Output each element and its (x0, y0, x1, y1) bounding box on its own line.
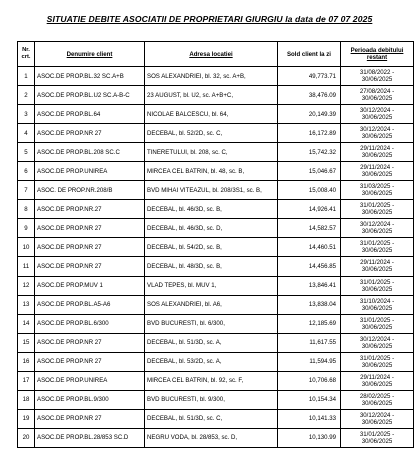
cell-sold: 14,456.85 (278, 257, 341, 276)
perioada-start: 30/12/2024 - (359, 411, 395, 419)
table-row (18, 295, 414, 314)
perioada-end: 30/06/2025 (361, 171, 393, 179)
cell-client: ASOC.DE PROP.NR 27 (35, 238, 145, 257)
perioada-end: 30/06/2025 (361, 190, 393, 198)
table-row (18, 67, 414, 86)
cell-adresa: BVD BUCURESTI, bl. 9/300, (145, 390, 278, 409)
cell-sold: 15,008.40 (278, 181, 341, 200)
cell-perioada (341, 295, 414, 314)
cell-perioada (341, 143, 414, 162)
table-row (18, 162, 414, 181)
perioada-end: 30/06/2025 (361, 304, 393, 312)
perioada-start: 29/11/2024 - (360, 373, 394, 381)
cell-sold: 20,149.39 (278, 105, 341, 124)
table-row (18, 409, 414, 428)
table-row (18, 200, 414, 219)
cell-nr: 6 (18, 162, 35, 181)
perioada-start: 29/11/2024 - (360, 259, 394, 267)
cell-client: ASOC.DE PROP.NR 27 (35, 257, 145, 276)
perioada-start: 31/03/2025 - (359, 183, 395, 191)
header-nr: Nr. crt. (18, 42, 35, 67)
header-client: Denumire client (35, 42, 145, 67)
perioada-start: 28/02/2025 - (359, 392, 395, 400)
perioada-start: 29/11/2024 - (360, 164, 394, 172)
cell-client: ASOC.DE PROP.NR 27 (35, 352, 145, 371)
perioada-start: 31/01/2025 - (359, 430, 395, 438)
cell-perioada (341, 105, 414, 124)
cell-adresa: DECEBAL, bl. 54/2D, sc. B, (145, 238, 278, 257)
cell-perioada (341, 352, 414, 371)
table-row (18, 181, 414, 200)
cell-perioada (341, 314, 414, 333)
cell-client: ASOC.DE PROP.NR 27 (35, 219, 145, 238)
cell-adresa: DECEBAL, bl. 53/2D, sc. A, (145, 352, 278, 371)
perioada-end: 30/06/2025 (361, 247, 393, 255)
cell-nr: 10 (18, 238, 35, 257)
cell-sold: 49,773.71 (278, 67, 341, 86)
table-row (18, 257, 414, 276)
header-sold: Sold client la zi (278, 42, 341, 67)
perioada-end: 30/06/2025 (361, 76, 393, 84)
cell-sold: 10,706.68 (278, 371, 341, 390)
perioada-start: 31/01/2025 - (359, 354, 395, 362)
perioada-end: 30/06/2025 (361, 380, 393, 388)
cell-client: ASOC.DE PROP.BL.208 SC.C (35, 143, 145, 162)
perioada-end: 30/06/2025 (361, 209, 393, 217)
table-row (18, 314, 414, 333)
cell-client: ASOC.DE PROP.BL.9/300 (35, 390, 145, 409)
perioada-end: 30/06/2025 (361, 323, 393, 331)
perioada-start: 27/08/2024 - (359, 88, 395, 96)
cell-client: ASOC. DE PROP.NR.208/B (35, 181, 145, 200)
cell-perioada (341, 67, 414, 86)
cell-nr: 15 (18, 333, 35, 352)
cell-nr: 18 (18, 390, 35, 409)
cell-client: ASOC.DE PROP.BL.A5-A6 (35, 295, 145, 314)
table-row (18, 238, 414, 257)
cell-nr: 3 (18, 105, 35, 124)
table-header-row (18, 42, 414, 67)
cell-adresa: DECEBAL, bl. 46/3D, sc. B, (145, 200, 278, 219)
cell-nr: 14 (18, 314, 35, 333)
cell-perioada (341, 390, 414, 409)
cell-adresa: DECEBAL, bl. 51/3D, sc. A, (145, 333, 278, 352)
document-title: SITUATIE DEBITE ASOCIATII DE PROPRIETARI GIURGIU la data de 07 07 2025 (46, 14, 373, 24)
cell-sold: 38,476.09 (278, 86, 341, 105)
table-row (18, 86, 414, 105)
header-adresa: Adresa locatiei (145, 42, 278, 67)
cell-sold: 11,594.95 (278, 352, 341, 371)
perioada-end: 30/06/2025 (361, 342, 393, 350)
header-perioada: Perioada debitului restant (341, 42, 414, 67)
cell-adresa: DECEBAL, bl. 52/2D, sc. C, (145, 124, 278, 143)
cell-nr: 20 (18, 428, 35, 447)
cell-adresa: SOS ALEXANDRIEI, bl. 32, sc. A+B, (145, 67, 278, 86)
cell-sold: 16,172.89 (278, 124, 341, 143)
cell-client: ASOC.DE PROP.MUV 1 (35, 276, 145, 295)
cell-nr: 4 (18, 124, 35, 143)
cell-perioada (341, 219, 414, 238)
perioada-end: 30/06/2025 (361, 437, 393, 445)
perioada-start: 31/01/2025 - (359, 316, 395, 324)
cell-perioada (341, 333, 414, 352)
cell-adresa: DECEBAL, bl. 48/3D, sc. B, (145, 257, 278, 276)
table-row (18, 352, 414, 371)
cell-client: ASOC.DE PROP.BL.6/300 (35, 314, 145, 333)
cell-nr: 2 (18, 86, 35, 105)
perioada-start: 30/12/2024 - (359, 335, 395, 343)
cell-perioada (341, 124, 414, 143)
table-row (18, 371, 414, 390)
cell-nr: 8 (18, 200, 35, 219)
table-row (18, 124, 414, 143)
cell-adresa: BVD BUCURESTI, bl. 6/300, (145, 314, 278, 333)
cell-adresa: DECEBAL, bl. 46/3D, sc. D, (145, 219, 278, 238)
perioada-end: 30/06/2025 (361, 418, 393, 426)
cell-sold: 14,460.51 (278, 238, 341, 257)
perioada-start: 29/11/2024 - (360, 145, 394, 153)
cell-adresa: SOS ALEXANDRIEI, bl. A6, (145, 295, 278, 314)
cell-sold: 12,185.69 (278, 314, 341, 333)
cell-adresa: BVD MIHAI VITEAZUL, bl. 208/3S1, sc. B, (145, 181, 278, 200)
cell-client: ASOC.DE PROP.NR 27 (35, 409, 145, 428)
cell-nr: 5 (18, 143, 35, 162)
cell-nr: 16 (18, 352, 35, 371)
perioada-end: 30/06/2025 (361, 285, 393, 293)
cell-sold: 10,130.99 (278, 428, 341, 447)
cell-adresa: MIRCEA CEL BATRIN, bl. 48, sc. B, (145, 162, 278, 181)
debts-table (17, 41, 414, 448)
cell-perioada (341, 162, 414, 181)
cell-sold: 11,617.55 (278, 333, 341, 352)
cell-sold: 10,141.33 (278, 409, 341, 428)
cell-client: ASOC.DE PROP.BL.32 SC.A+B (35, 67, 145, 86)
cell-client: ASOC.DE PROP.BL.64 (35, 105, 145, 124)
table-row (18, 428, 414, 447)
cell-adresa: NEGRU VODA, bl. 28/853, sc. D, (145, 428, 278, 447)
perioada-end: 30/06/2025 (361, 399, 393, 407)
perioada-start: 31/10/2024 - (359, 297, 395, 305)
table-row (18, 219, 414, 238)
perioada-start: 31/08/2022 - (359, 69, 395, 77)
cell-sold: 14,582.57 (278, 219, 341, 238)
cell-perioada (341, 371, 414, 390)
perioada-start: 30/12/2024 - (359, 107, 395, 115)
cell-sold: 10,154.34 (278, 390, 341, 409)
cell-sold: 15,046.67 (278, 162, 341, 181)
perioada-end: 30/06/2025 (361, 133, 393, 141)
cell-perioada (341, 428, 414, 447)
table-row (18, 143, 414, 162)
cell-sold: 13,838.04 (278, 295, 341, 314)
table-row (18, 276, 414, 295)
perioada-end: 30/06/2025 (361, 95, 393, 103)
perioada-start: 30/12/2024 - (359, 221, 395, 229)
cell-adresa: 23 AUGUST, bl. U2, sc. A+B+C, (145, 86, 278, 105)
cell-perioada (341, 181, 414, 200)
perioada-start: 31/01/2025 - (359, 202, 395, 210)
cell-perioada (341, 409, 414, 428)
cell-client: ASOC.DE PROP.UNIREA (35, 371, 145, 390)
cell-nr: 17 (18, 371, 35, 390)
table-row (18, 105, 414, 124)
cell-adresa: NICOLAE BALCESCU, bl. 64, (145, 105, 278, 124)
cell-client: ASOC.DE PROP.UNIREA (35, 162, 145, 181)
cell-adresa: TINERETULUI, bl. 208, sc. C, (145, 143, 278, 162)
cell-client: ASOC.DE PROP.NR 27 (35, 333, 145, 352)
perioada-start: 31/01/2025 - (359, 240, 395, 248)
cell-nr: 12 (18, 276, 35, 295)
perioada-start: 31/01/2025 - (359, 278, 395, 286)
table-row (18, 390, 414, 409)
cell-nr: 19 (18, 409, 35, 428)
perioada-end: 30/06/2025 (361, 361, 393, 369)
cell-client: ASOC.DE PROP.BL.28/853 SC.D (35, 428, 145, 447)
cell-nr: 9 (18, 219, 35, 238)
perioada-start: 30/12/2024 - (359, 126, 395, 134)
cell-perioada (341, 200, 414, 219)
cell-sold: 13,846.41 (278, 276, 341, 295)
cell-nr: 13 (18, 295, 35, 314)
cell-perioada (341, 276, 414, 295)
perioada-end: 30/06/2025 (361, 114, 393, 122)
cell-adresa: VLAD TEPES, bl. MUV 1, (145, 276, 278, 295)
cell-nr: 1 (18, 67, 35, 86)
cell-nr: 11 (18, 257, 35, 276)
cell-perioada (341, 238, 414, 257)
cell-sold: 15,742.32 (278, 143, 341, 162)
cell-client: ASOC.DE PROP.BL.U2 SC.A-B-C (35, 86, 145, 105)
table-row (18, 333, 414, 352)
cell-perioada (341, 86, 414, 105)
perioada-end: 30/06/2025 (361, 228, 393, 236)
perioada-end: 30/06/2025 (361, 266, 393, 274)
cell-client: ASOC.DE PROP.NR.27 (35, 200, 145, 219)
cell-adresa: DECEBAL, bl. 51/3D, sc. C, (145, 409, 278, 428)
cell-nr: 7 (18, 181, 35, 200)
cell-sold: 14,926.41 (278, 200, 341, 219)
cell-perioada (341, 257, 414, 276)
cell-adresa: MIRCEA CEL BATRIN, bl. 92, sc. F, (145, 371, 278, 390)
cell-client: ASOC.DE PROP.NR 27 (35, 124, 145, 143)
perioada-end: 30/06/2025 (361, 152, 393, 160)
